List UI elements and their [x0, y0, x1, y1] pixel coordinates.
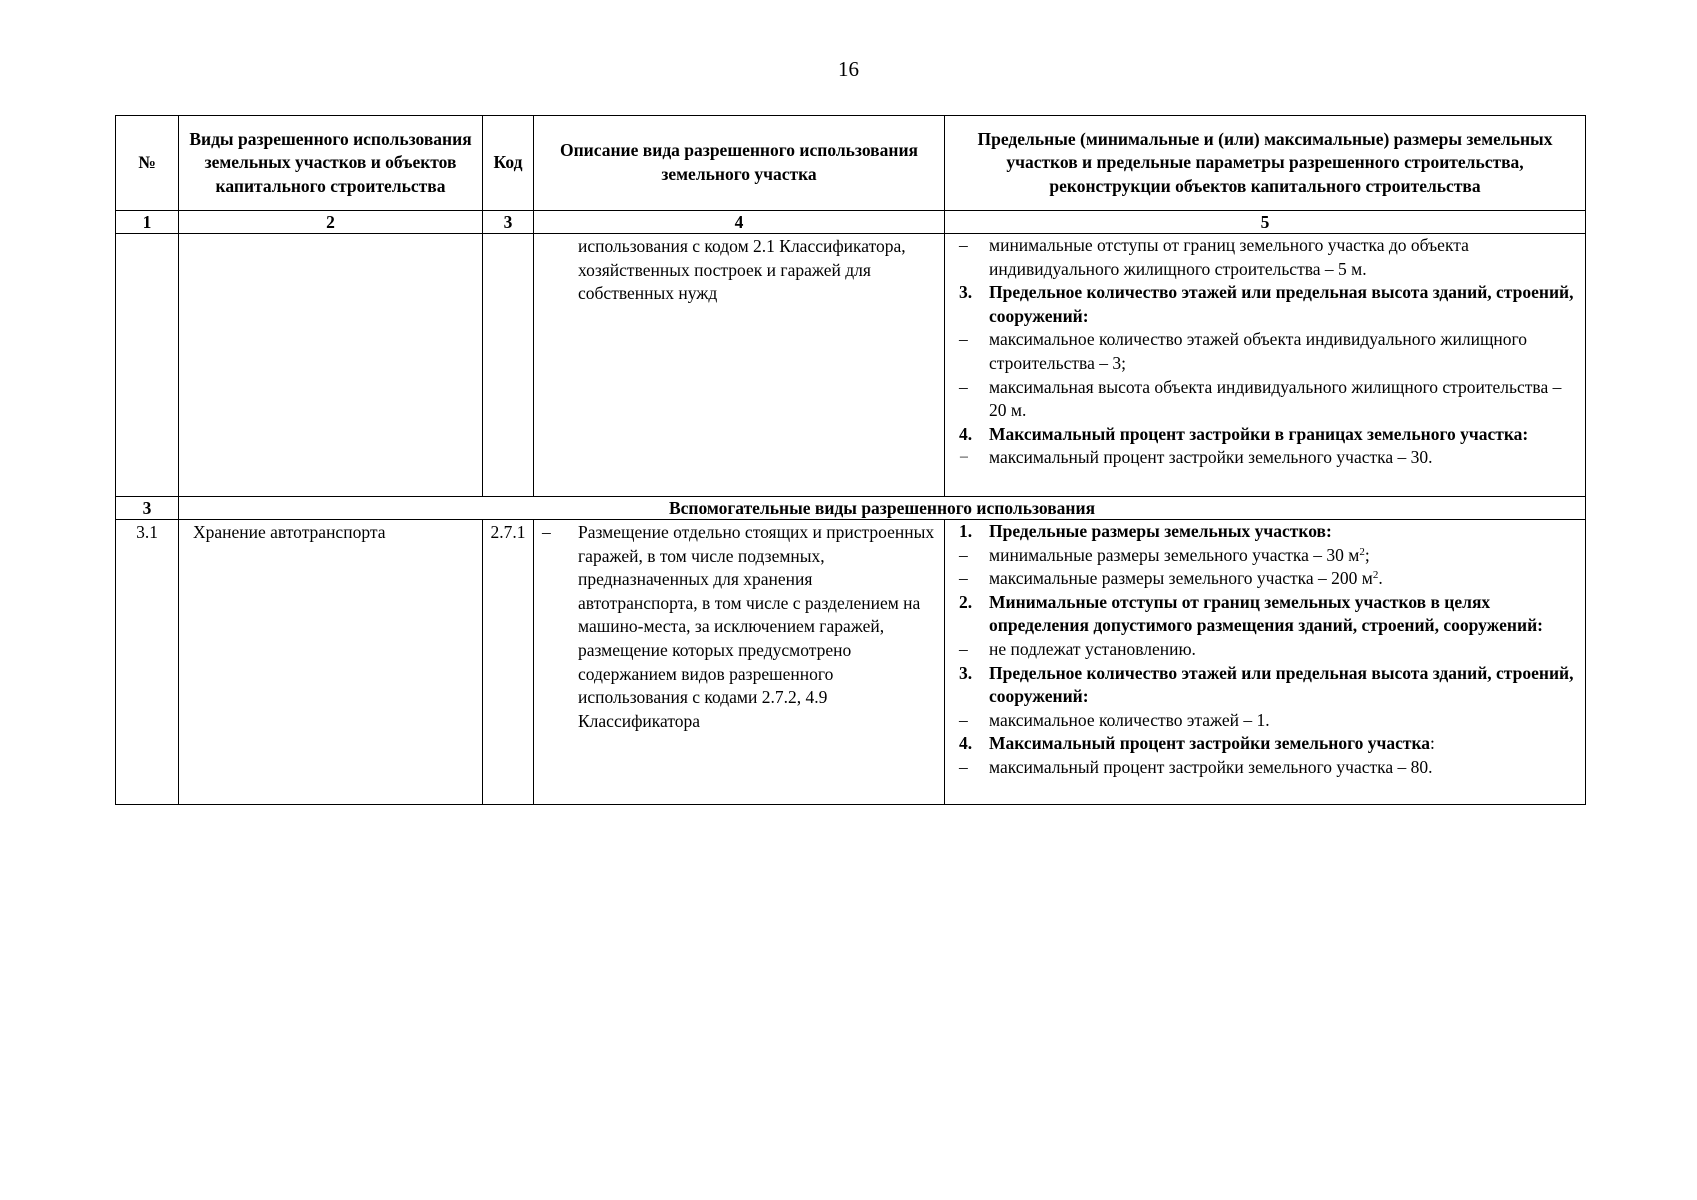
item-text: Минимальные отступы от границ земельных участков в целях определения допустимого размещения зданий, строений, сооружений: — [989, 591, 1543, 636]
item-marker: – — [959, 568, 968, 589]
item-tail: ; — [1364, 544, 1370, 565]
item-text: Максимальный процент застройки земельного участка — [989, 733, 1431, 754]
limits-item — [945, 591, 1585, 638]
superscript: 2 — [1359, 545, 1365, 558]
limits-item — [945, 638, 1585, 662]
column-number: 4 — [534, 211, 945, 234]
limits-item — [945, 423, 1585, 447]
item-text: максимальный процент застройки земельного участка – 80. — [989, 756, 1433, 777]
section-num: 3 — [116, 497, 179, 520]
empty-cell — [483, 234, 534, 497]
limits-item — [945, 520, 1585, 544]
limits-item — [945, 281, 1585, 328]
item-marker: – — [959, 709, 968, 730]
header-num: № — [116, 116, 179, 211]
item-text: Предельные размеры земельных участков: — [989, 521, 1332, 541]
empty-cell — [116, 234, 179, 497]
item-marker: – — [959, 235, 968, 255]
column-number: 5 — [945, 211, 1586, 234]
header-row — [116, 116, 1586, 211]
limits-item — [945, 756, 1585, 780]
item-text: Предельное количество этажей или предельная высота зданий, строений, сооружений: — [989, 662, 1574, 707]
column-number-row — [116, 211, 1586, 234]
limits-item — [945, 376, 1585, 423]
limits-cell — [945, 234, 1586, 497]
item-text: максимальный процент застройки земельного участка – 30. — [989, 447, 1433, 468]
item-marker: 4. — [959, 423, 973, 444]
limits-item — [945, 662, 1585, 709]
item-marker: – — [959, 756, 968, 777]
dash-marker: – — [542, 522, 551, 542]
item-text: минимальные размеры земельного участка – 30 м — [989, 544, 1360, 565]
header-limits: Предельные (минимальные и (или) максимальные) размеры земельных участков и предельные параметры разрешенного строительства, реконструкции объектов капитального строительства — [945, 116, 1586, 211]
item-marker: – — [959, 544, 968, 565]
item-marker: – — [959, 638, 968, 659]
item-marker: – — [959, 329, 968, 350]
item-marker: 2. — [959, 591, 973, 612]
row-num: 3.1 — [116, 520, 179, 805]
item-marker: − — [959, 447, 969, 468]
header-code: Код — [483, 116, 534, 211]
row-code: 2.7.1 — [483, 520, 534, 805]
header-types: Виды разрешенного использования земельных участков и объектов капитального строительства — [179, 116, 483, 211]
item-marker: 3. — [959, 282, 973, 303]
item-text: Предельное количество этажей или предельная высота зданий, строений, сооружений: — [989, 282, 1574, 326]
item-marker: – — [959, 376, 968, 397]
description-cell — [534, 520, 945, 805]
item-text: минимальные отступы от границ земельного участка до объекта индивидуального жилищного строительства – 5 м. — [989, 235, 1469, 279]
column-number: 1 — [116, 211, 179, 234]
item-text: максимальные размеры земельного участка – 200 м — [989, 568, 1373, 589]
limits-cell — [945, 520, 1586, 805]
item-marker: 4. — [959, 733, 973, 754]
superscript: 2 — [1372, 569, 1379, 582]
page-number: 16 — [838, 57, 859, 81]
limits-item — [945, 709, 1585, 733]
item-marker: 3. — [959, 662, 973, 683]
section-title: Вспомогательные виды разрешенного использования — [179, 497, 1586, 520]
item-text: максимальное количество этажей – 1. — [989, 709, 1270, 730]
limits-item — [945, 544, 1585, 568]
item-text: максимальное количество этажей объекта индивидуального жилищного строительства – 3; — [989, 329, 1528, 373]
item-tail: : — [1430, 733, 1435, 754]
item-text: не подлежат установлению. — [989, 638, 1196, 659]
column-number: 2 — [179, 211, 483, 234]
description-text: Размещение отдельно стоящих и пристроенных гаражей, в том числе подземных, предназначенных для хранения автотранспорта, в том числе с разделением на машино-места, за исключением гаражей, размещение которых предусмотрено содержанием видов разрешенного использования с кодами 2.7.2, 4.9 Классификатора — [578, 522, 935, 731]
column-number: 3 — [483, 211, 534, 234]
description-cell — [534, 234, 945, 497]
description-text: использования с кодом 2.1 Классификатора, хозяйственных построек и гаражей для собственных нужд — [578, 236, 906, 304]
item-text: Максимальный процент застройки в границах земельного участка: — [989, 423, 1529, 444]
limits-list — [945, 234, 1585, 470]
section-row — [116, 497, 1586, 520]
continued-row — [116, 234, 1586, 497]
empty-cell — [179, 234, 483, 497]
row-name: Хранение автотранспорта — [179, 520, 483, 805]
limits-item — [945, 732, 1585, 756]
item-tail: . — [1378, 568, 1383, 589]
limits-item — [945, 328, 1585, 375]
item-marker: 1. — [959, 521, 973, 541]
limits-item — [945, 567, 1585, 591]
land-use-table — [115, 115, 1586, 805]
header-description: Описание вида разрешенного использования земельного участка — [534, 116, 945, 211]
table-row — [116, 520, 1586, 805]
limits-item — [945, 234, 1585, 281]
item-text: максимальная высота объекта индивидуального жилищного строительства – 20 м. — [989, 376, 1562, 421]
limits-item — [945, 446, 1585, 470]
